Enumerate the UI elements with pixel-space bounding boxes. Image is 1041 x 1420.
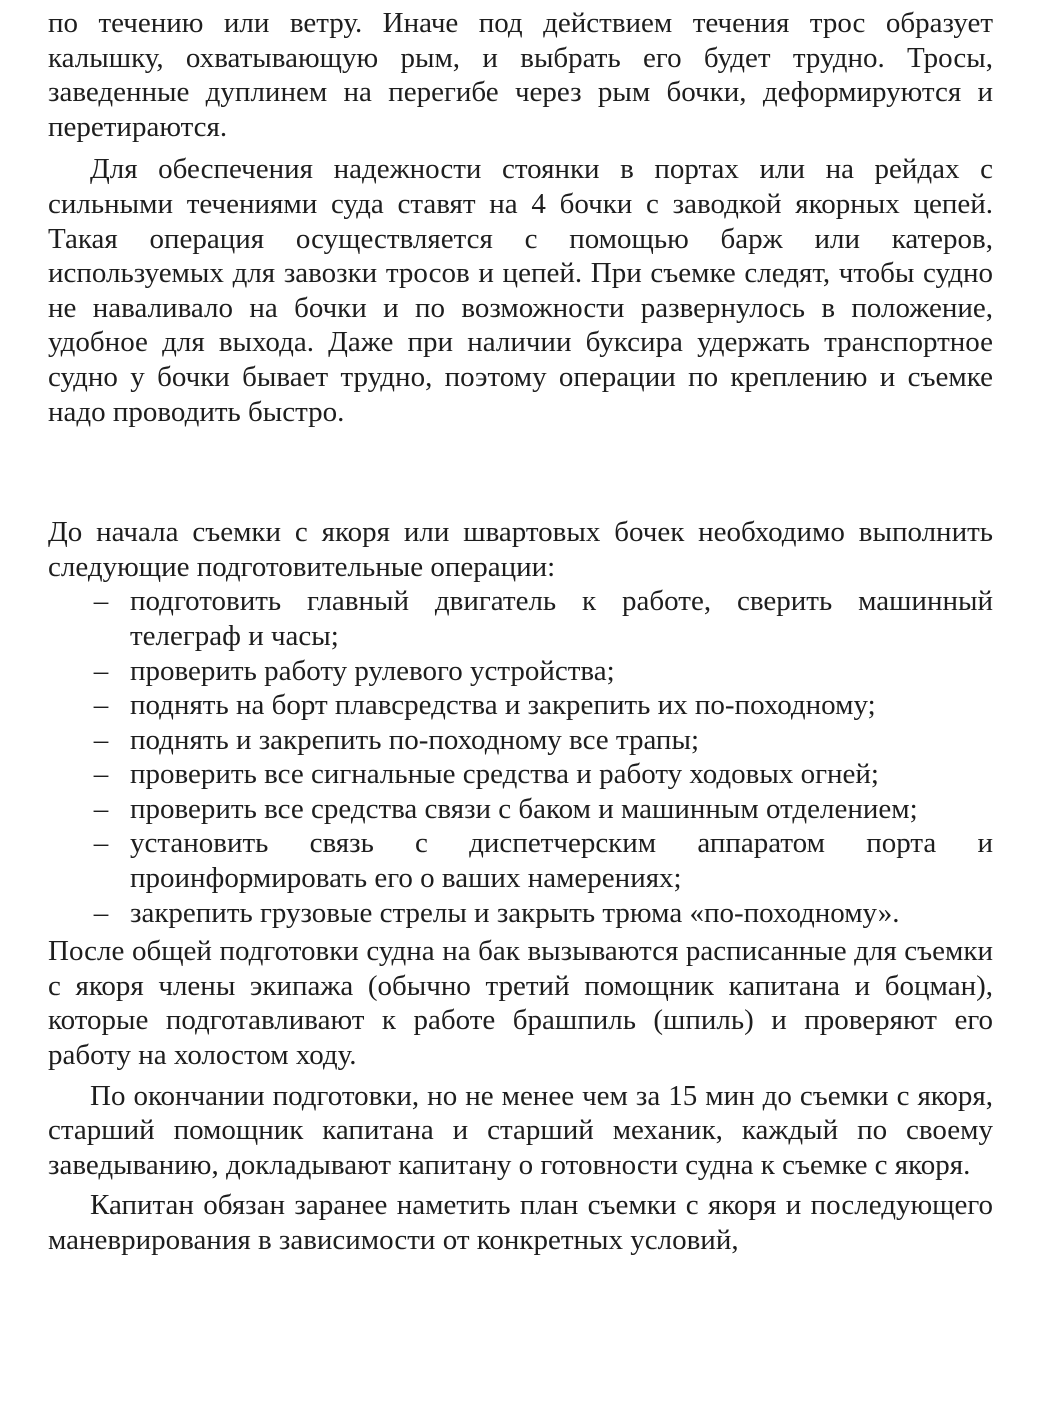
list-item <box>93 688 993 723</box>
list-item <box>93 826 993 895</box>
list-item <box>93 584 993 653</box>
list-item-text: проверить все сигнальные средства и работу ходовых огней; <box>130 758 879 791</box>
list-item <box>93 896 993 931</box>
dash-marker: – <box>93 896 109 929</box>
list-item-text: проверить работу рулевого устройства; <box>130 654 615 687</box>
list-item <box>93 757 993 792</box>
dash-marker: – <box>93 827 109 860</box>
list-item <box>93 723 993 758</box>
paragraph-continuation: по течению или ветру. Иначе под действием течения трос образует калышку, охватывающую рым, и выбрать его будет трудно. Тросы, заведенные дуплинем на перегибе через рым бочки, деформируются и перетираются. <box>48 7 993 143</box>
list-item-text: проверить все средства связи с баком и машинным отделением; <box>130 792 918 825</box>
list-item-text: закрепить грузовые стрелы и закрыть трюма «по-походному». <box>130 896 900 929</box>
paragraph-mooring-buoys: Для обеспечения надежности стоянки в портах или на рейдах с сильными течениями суда ставят на 4 бочки с заводкой якорных цепей. Такая операция осуществляется с помощью барж или катеров, используемых для завозки тросов и цепей. При съемке следят, чтобы судно не наваливало на бочки и по возможности развернулось в положение, удобное для выхода. Даже при наличии буксира удержать транспортное судно у бочки бывает трудно, поэтому операции по креплению и съемке надо проводить быстро. <box>48 153 993 428</box>
preparation-list <box>48 584 993 930</box>
dash-marker: – <box>93 723 109 756</box>
paragraph-captain-plan: Капитан обязан заранее наметить план съемки с якоря и последующего маневрирования в зависимости от конкретных условий, <box>48 1189 993 1256</box>
paragraph-intro: До начала съемки с якоря или швартовых бочек необходимо выполнить следующие подготовительные операции: <box>48 516 993 583</box>
list-item <box>93 792 993 827</box>
text-block-top <box>48 6 993 429</box>
dash-marker: – <box>93 758 109 791</box>
dash-marker: – <box>93 585 109 618</box>
paragraph-crew-preparation: После общей подготовки судна на бак вызываются расписанные для съемки с якоря члены экипажа (обычно третий помощник капитана и боцман), которые подготавливают к работе брашпиль (шпиль) и проверяют его работу на холостом ходу. <box>48 935 993 1072</box>
list-item-text: поднять на борт плавсредства и закрепить их по-походному; <box>130 689 876 722</box>
list-item-text: установить связь с диспетчерским аппаратом порта и проинформировать его о ваших намерениях; <box>130 827 993 895</box>
text-block-bottom <box>48 515 993 1257</box>
list-item-text: подготовить главный двигатель к работе, сверить машинный телеграф и часы; <box>130 585 993 652</box>
list-item <box>93 654 993 689</box>
dash-marker: – <box>93 654 109 687</box>
dash-marker: – <box>93 689 109 722</box>
section-gap <box>48 429 993 515</box>
paragraph-readiness-report: По окончании подготовки, но не менее чем за 15 мин до съемки с якоря, старший помощник капитана и старший механик, каждый по своему заведыванию, докладывают капитану о готовности судна к съемке с якоря. <box>48 1079 993 1181</box>
list-item-text: поднять и закрепить по-походному все трапы; <box>130 723 699 756</box>
dash-marker: – <box>93 792 109 825</box>
